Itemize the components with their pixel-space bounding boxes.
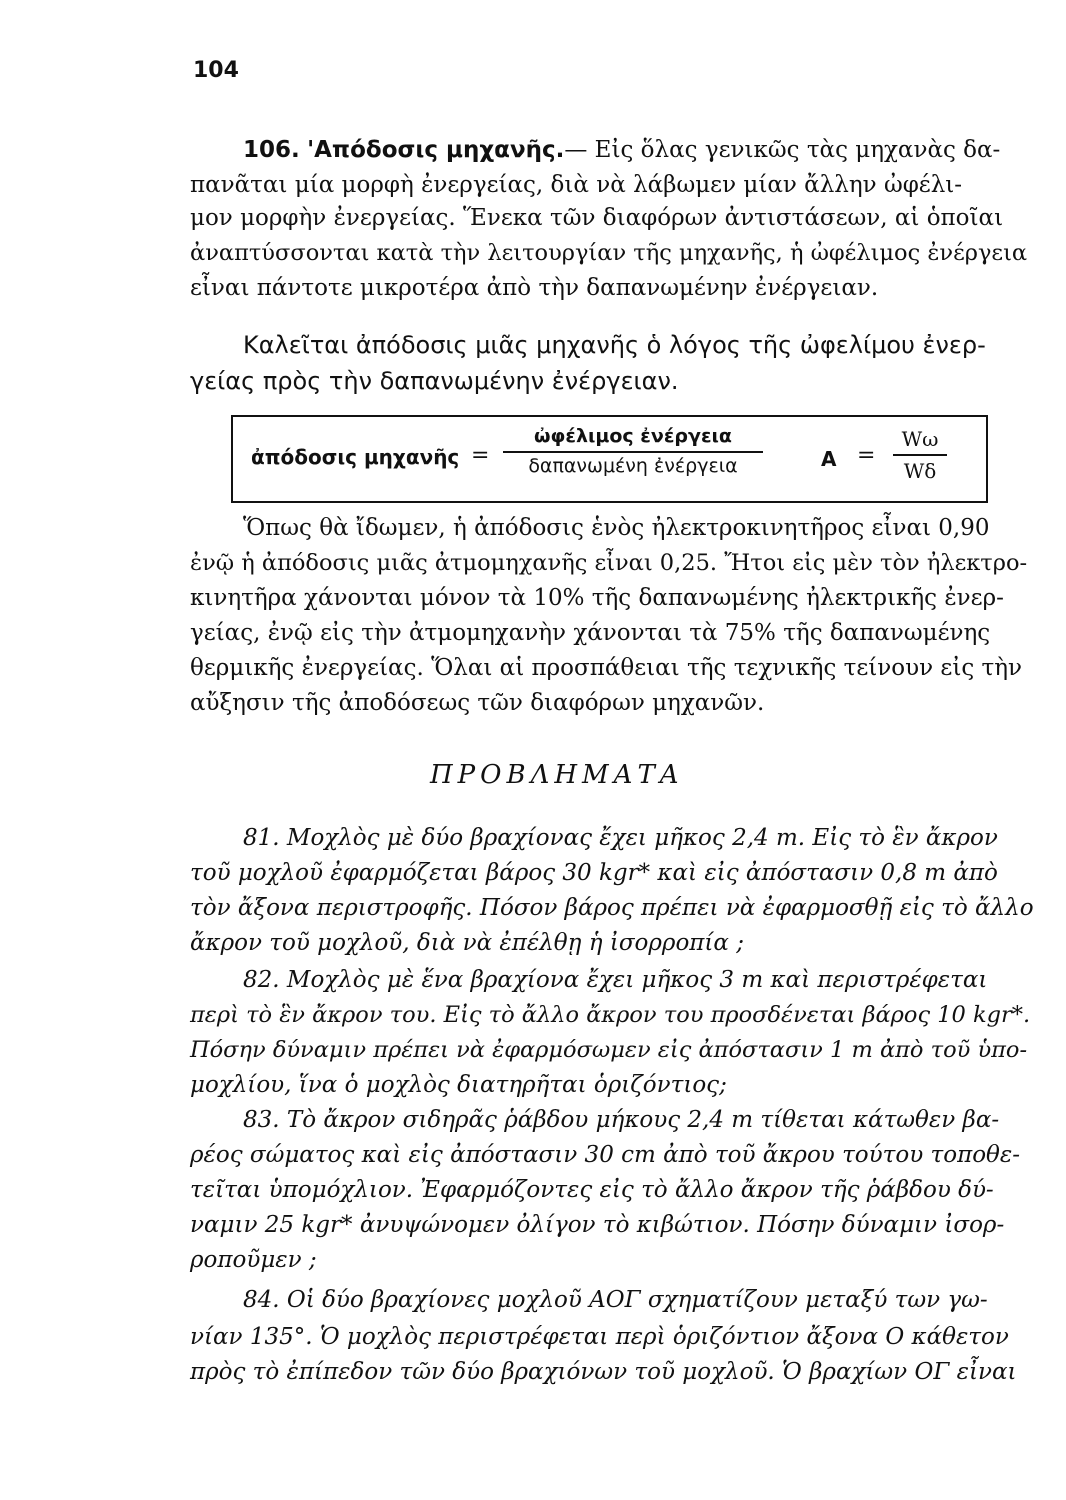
section-number: 106. <box>243 137 300 163</box>
definition-line: Καλεῖται ἀπόδοσις μιᾶς μηχανῆς ὁ λόγος τῆς ὠφελίμου ἐνερ- <box>243 331 986 359</box>
problem-line: ἄκρον τοῦ μοχλοῦ, διὰ νὰ ἐπέλθῃ ἡ ἰσορροπία ; <box>190 930 745 956</box>
definition-line: γείας πρὸς τὴν δαπανωμένην ἐνέργειαν. <box>190 367 679 395</box>
formula-symbolic-fraction <box>893 427 947 483</box>
problem-line: Πόσην δύναμιν πρέπει νὰ ἐφαρμόσωμεν εἰς ἀπόστασιν 1 m ἀπὸ τοῦ ὑπο- <box>190 1037 1028 1063</box>
problem-line: μοχλίου, ἵνα ὁ μοχλὸς διατηρῆται ὁριζόντιος; <box>190 1072 727 1098</box>
fraction-bar <box>503 451 763 453</box>
paragraph-line: θερμικῆς ἐνεργείας. Ὅλαι αἱ προσπάθειαι τῆς τεχνικῆς τείνουν εἰς τὴν <box>190 655 1023 681</box>
formula-symbol: A <box>821 447 837 471</box>
paragraph-line: Ὅπως θὰ ἴδωμεν, ἡ ἀπόδοσις ἑνὸς ἠλεκτροκινητῆρος εἶναι 0,90 <box>243 515 990 541</box>
section-text-line: μον μορφὴν ἐνεργείας. Ἕνεκα τῶν διαφόρων ἀντιστάσεων, αἱ ὁποῖαι <box>190 205 1004 231</box>
problem-line: 81. Μοχλὸς μὲ δύο βραχίονας ἔχει μῆκος 2,4 m. Εἰς τὸ ἓν ἄκρον <box>243 825 998 851</box>
problem-line: νίαν 135°. Ὁ μοχλὸς περιστρέφεται περὶ ὁριζόντιον ἄξονα Ο κάθετον <box>190 1324 1009 1350</box>
paragraph-line: γείας, ἐνῷ εἰς τὴν ἀτμομηχανὴν χάνονται τὰ 75% τῆς δαπανωμένης <box>190 620 991 646</box>
paragraph-line: ἐνῷ ἡ ἀπόδοσις μιᾶς ἀτμομηχανῆς εἶναι 0,25. Ἤτοι εἰς μὲν τὸν ἠλεκτρο- <box>190 550 1028 576</box>
paragraph-line: αὔξησιν τῆς ἀποδόσεως τῶν διαφόρων μηχανῶν. <box>190 690 765 716</box>
problem-line: ροποῦμεν ; <box>190 1247 317 1273</box>
problem-line: 82. Μοχλὸς μὲ ἕνα βραχίονα ἔχει μῆκος 3 m καὶ περιστρέφεται <box>243 967 988 993</box>
problem-line: τὸν ἄξονα περιστροφῆς. Πόσον βάρος πρέπει νὰ ἐφαρμοσθῇ εἰς τὸ ἄλλο <box>190 895 1034 921</box>
formula-denominator: δαπανωμένη ἐνέργεια <box>528 455 738 477</box>
problem-line: περὶ τὸ ἓν ἄκρον του. Εἰς τὸ ἄλλο ἄκρον του προσδένεται βάρος 10 kgr*. <box>190 1002 1031 1028</box>
section-text-line: — Εἰς ὅλας γενικῶς τὰς μηχανὰς δα- <box>564 137 1001 163</box>
paragraph-line: κινητῆρα χάνονται μόνον τὰ 10% τῆς δαπανωμένης ἠλεκτρικῆς ἐνερ- <box>190 585 1004 611</box>
section-text-line: πανᾶται μία μορφὴ ἐνεργείας, διὰ νὰ λάβωμεν μίαν ἄλλην ὠφέλι- <box>190 172 963 198</box>
section-text-line: ἀναπτύσσονται κατὰ τὴν λειτουργίαν τῆς μηχανῆς, ἡ ὠφέλιμος ἐνέργεια <box>190 240 1028 266</box>
problem-line: 84. Οἱ δύο βραχίονες μοχλοῦ ΑΟΓ σχηματίζουν μεταξύ των γω- <box>243 1287 988 1313</box>
section-title: 'Απόδοσις μηχανῆς. <box>307 137 565 163</box>
problem-line: τοῦ μοχλοῦ ἐφαρμόζεται βάρος 30 kgr* καὶ εἰς ἀπόστασιν 0,8 m ἀπὸ <box>190 860 998 886</box>
formula-sym-denominator: Wδ <box>903 459 937 483</box>
problem-line: ναμιν 25 kgr* ἀνυψώνομεν ὀλίγον τὸ κιβώτιον. Πόσην δύναμιν ἰσορ- <box>190 1212 1005 1238</box>
problems-title: ΠΡΟΒΛΗΜΑΤΑ <box>430 760 684 790</box>
page-number: 104 <box>193 58 239 83</box>
section-heading-line <box>243 135 1000 165</box>
problem-line: πρὸς τὸ ἐπίπεδον τῶν δύο βραχιόνων τοῦ μοχλοῦ. Ὁ βραχίων ΟΓ εἶναι <box>190 1359 1017 1385</box>
formula-lhs: ἀπόδοσις μηχανῆς <box>251 445 460 469</box>
problem-line: τεῖται ὑπομόχλιον. Ἐφαρμόζοντες εἰς τὸ ἄλλο ἄκρον τῆς ῥάβδου δύ- <box>190 1177 994 1203</box>
fraction-bar-2 <box>893 454 947 456</box>
formula-sym-numerator: Wω <box>901 427 939 451</box>
formula-numerator: ὠφέλιμος ἐνέργεια <box>534 425 732 447</box>
problem-line: 83. Τὸ ἄκρον σιδηρᾶς ῥάβδου μήκους 2,4 m τίθεται κάτωθεν βα- <box>243 1107 1000 1133</box>
formula-fraction <box>503 425 763 477</box>
formula-box <box>231 415 988 503</box>
formula-equals-2: = <box>857 443 876 468</box>
section-text-line: εἶναι πάντοτε μικροτέρα ἀπὸ τὴν δαπανωμένην ἐνέργειαν. <box>190 275 879 301</box>
problem-line: ρέος σώματος καὶ εἰς ἀπόστασιν 30 cm ἀπὸ τοῦ ἄκρου τούτου τοποθε- <box>190 1142 1020 1168</box>
formula-equals: = <box>471 443 490 468</box>
